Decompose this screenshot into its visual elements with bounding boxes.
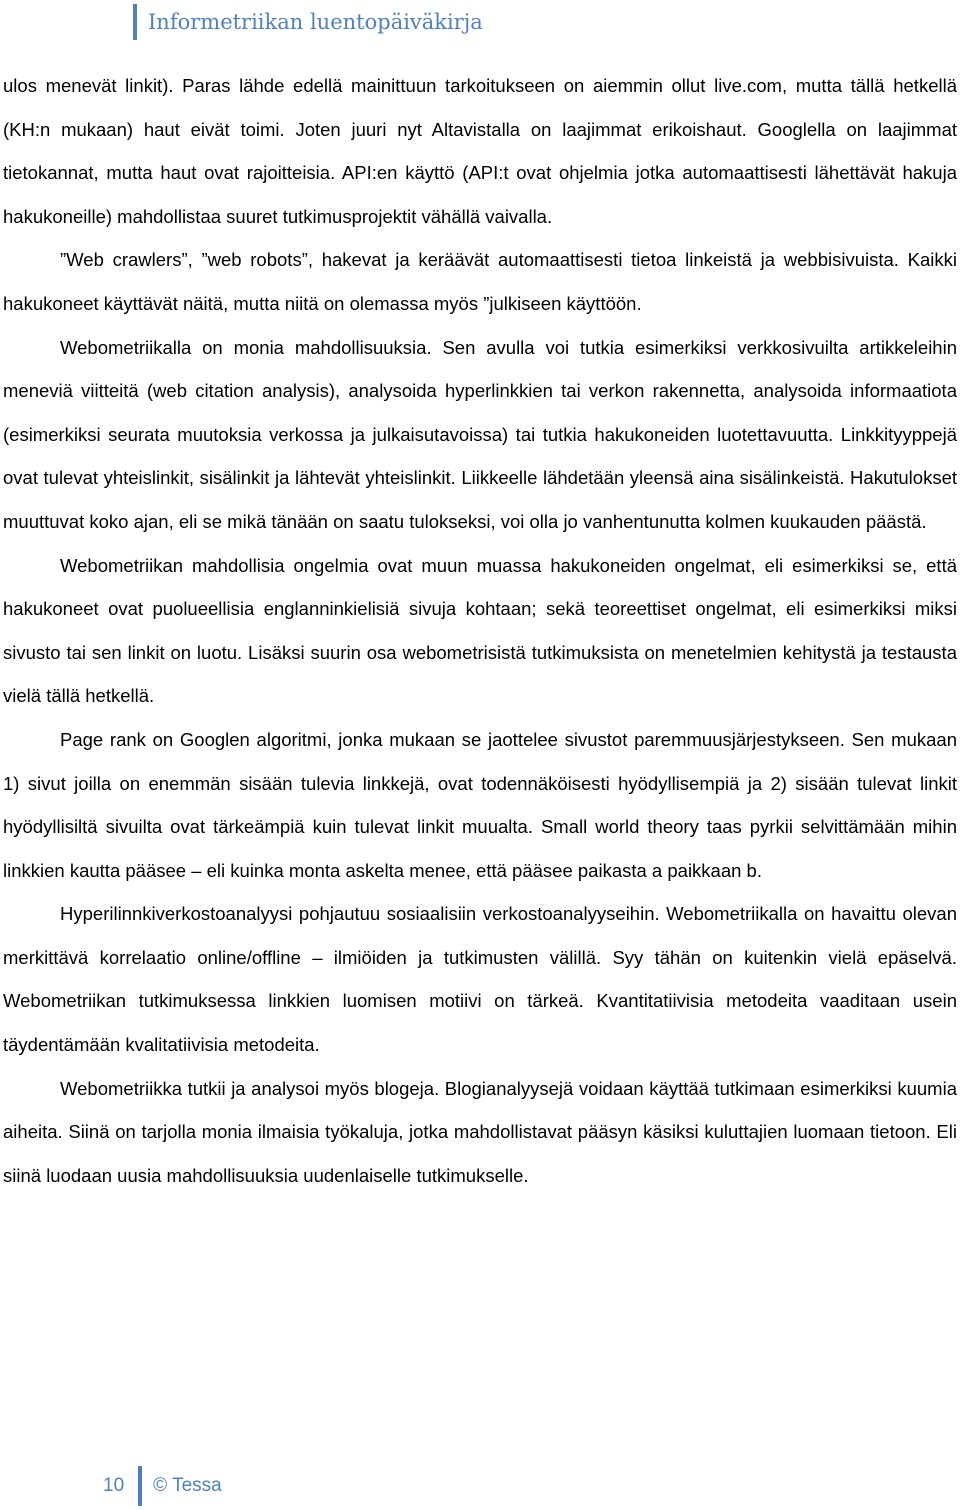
footer-divider [138,1466,142,1506]
paragraph-6: Hyperilinnkiverkostoanalyysi pohjautuu sosiaalisiin verkostoanalyyseihin. Webometriikalla on havaittu olevan merkittävä korrelaatio online/offline – ilmiöiden ja tutkimusten välillä. Syy tähän on kuitenkin vielä epäselvä. Webometriikan tutkimuksessa linkkien luomisen motiivi on tärkeä. Kvantitatiivisia metodeita vaaditaan usein täydentämään kvalitatiivisia metodeita. [3,903,957,1056]
paragraph-7: Webometriikka tutkii ja analysoi myös blogeja. Blogianalyysejä voidaan käyttää tutkimaan esimerkiksi kuumia aiheita. Siinä on tarjolla monia ilmaisia työkaluja, jotka mahdollistavat pääsyn käsiksi kuluttajien luomaan tietoon. Eli siinä luodaan uusia mahdollisuuksia uudenlaiselle tutkimukselle. [3,1077,957,1186]
document-body [3,64,957,1197]
paragraph-3: Webometriikalla on monia mahdollisuuksia. Sen avulla voi tutkia esimerkiksi verkkosivuilta artikkeleihin meneviä viitteitä (web citation analysis), analysoida hyperlinkkien tai verkon rakennetta, analysoida informaatiota (esimerkiksi seurata muutoksia verkossa ja julkaisutavoissa) tai tutkia hakukoneiden luotettavuutta. Linkkityyppejä ovat tulevat yhteislinkit, sisälinkit ja lähtevät yhteislinkit. Liikkeelle lähdetään yleensä aina sisälinkeistä. Hakutulokset muuttuvat koko ajan, eli se mikä tänään on saatu tulokseksi, voi olla jo vanhentunutta kolmen kuukauden päästä. [3,336,957,532]
running-header [133,4,483,40]
header-title: Informetriikan luentopäiväkirja [148,10,483,34]
page-footer [103,1466,222,1506]
footer-author: © Tessa [153,1475,222,1496]
paragraph-4: Webometriikan mahdollisia ongelmia ovat muun muassa hakukoneiden ongelmat, eli esimerkiksi se, että hakukoneet ovat puolueellisia englanninkielisiä sivuja kohtaan; sekä teoreettiset ongelmat, eli esimerkiksi miksi sivusto tai sen linkit on luotu. Lisäksi suurin osa webometrisistä tutkimuksista on menetelmien kehitystä ja testausta vielä tällä hetkellä. [3,554,957,707]
paragraph-5: Page rank on Googlen algoritmi, jonka mukaan se jaottelee sivustot paremmuusjärjestykseen. Sen mukaan 1) sivut joilla on enemmän sisään tulevia linkkejä, ovat todennäköisesti hyödyllisempiä ja 2) sisään tulevat linkit hyödyllisiltä sivuilta ovat tärkeämpiä kuin tulevat linkit muualta. Small world theory taas pyrkii selvittämään mihin linkkien kautta pääsee – eli kuinka monta askelta menee, että pääsee paikasta a paikkaan b. [3,728,957,881]
paragraph-1: ulos menevät linkit). Paras lähde edellä mainittuun tarkoitukseen on aiemmin ollut live.com, mutta tällä hetkellä (KH:n mukaan) haut eivät toimi. Joten juuri nyt Altavistalla on laajimmat erikoishaut. Googlella on laajimmat tietokannat, mutta haut ovat rajoitteisia. API:en käyttö (API:t ovat ohjelmia jotka automaattisesti lähettävät hakuja hakukoneille) mahdollistaa suuret tutkimusprojektit vähällä vaivalla. [3,75,957,227]
paragraph-2: ”Web crawlers”, ”web robots”, hakevat ja keräävät automaattisesti tietoa linkeistä ja webbisivuista. Kaikki hakukoneet käyttävät näitä, mutta niitä on olemassa myös ”julkiseen käyttöön. [3,249,957,314]
page-number: 10 [103,1475,125,1496]
